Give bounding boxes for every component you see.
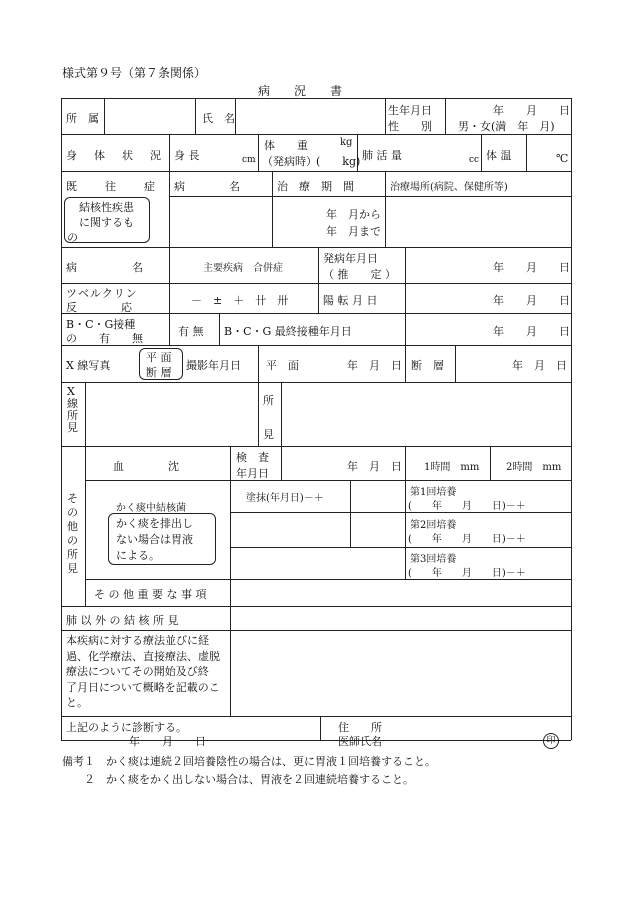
culture-3-label: 第3回培養: [410, 554, 457, 565]
onset-date-value: 年 月 日: [493, 261, 570, 274]
vital-capacity-unit: cc: [469, 155, 480, 165]
culture-1-label: 第1回培養: [410, 487, 457, 498]
other-findings-label: そ の 他 の 所 見: [67, 492, 78, 575]
positive-date-value: 年 月 日: [493, 294, 570, 307]
smear-label: 塗抹(年月日)－＋: [246, 493, 324, 504]
body-condition-label: 身 体 状 況: [66, 149, 164, 162]
xray-plane-option: 平 面: [146, 351, 172, 364]
sputum-note-line3: による。: [116, 549, 160, 562]
positive-date-label: 陽 転 月 日: [323, 294, 378, 307]
weight-onset-unit: ( kg): [316, 155, 361, 168]
sputum-title: かく痰中結核菌: [116, 503, 186, 514]
disease-label: 病 名: [66, 261, 143, 274]
history-disease-label: 病 名: [174, 180, 240, 193]
vital-capacity-label: 肺 活 量: [362, 149, 402, 162]
weight-sub-label: （発病時）: [262, 155, 317, 168]
sex-age-value: 男・女(満 年 月): [458, 120, 555, 133]
culture-1-value: ( 年 月 日)－＋: [408, 501, 526, 512]
treatment-place-label: 治療場所(病院、保健所等): [390, 182, 508, 193]
onset-date-label: 発病年月日: [323, 252, 378, 265]
onset-estimate-label: （ 推 定 ）: [323, 268, 396, 281]
form-number: 様式第９号（第７条関係）: [62, 66, 207, 80]
tuberculin-scale: － ± ＋ 卄 卅: [191, 294, 289, 307]
diagnosis-date: 年 月 日: [129, 735, 206, 748]
diagnosis-statement: 上記のように診断する。: [66, 721, 187, 734]
tb-related-line3: の: [67, 231, 78, 244]
bcg-label-1: B・C・G接種: [66, 318, 136, 331]
address-label: 住 所: [338, 721, 382, 734]
tomo-label: 断 層: [411, 359, 444, 372]
tomo-date-value: 年 月 日: [512, 359, 567, 372]
plane-label: 平 面: [266, 359, 299, 372]
esr-label: 血 沈: [113, 460, 179, 473]
main-complication-label: 主要疾病 合併症: [203, 263, 283, 274]
xray-findings-label: X 線 所 見: [67, 385, 78, 434]
culture-2-label: 第2回培養: [410, 520, 457, 531]
history-period-label: 治 療 期 間: [277, 180, 354, 193]
note-1: 備考１ かく痰は連続２回培養陰性の場合は、更に胃液１回培養すること。: [62, 755, 436, 768]
esr-2-hour: 2時間 mm: [506, 462, 562, 473]
bcg-last-date-label: B・C・G 最終接種年月日: [224, 325, 352, 338]
weight-unit: kg: [340, 137, 353, 148]
period-to: 年 月まで: [326, 225, 381, 238]
findings-label-bottom: 見: [263, 428, 274, 441]
bcg-last-date-value: 年 月 日: [493, 325, 570, 338]
temperature-unit: ℃: [556, 152, 569, 165]
bcg-label-2: の 有 無: [66, 332, 143, 345]
xray-date-label: 撮影年月日: [186, 359, 241, 372]
therapy-description: 本疾病に対する療法並びに経 過、化学療法、直接療法、虚脱 療法についてその開始及び終 了月日について概略を記載のこ と。: [66, 634, 220, 709]
sputum-note-line2: ない場合は胃液: [116, 533, 193, 546]
tuberculin-label-2: 反 応: [66, 301, 132, 314]
sex-label: 性 別: [388, 120, 432, 133]
doctor-name-label: 医師氏名: [338, 735, 382, 748]
other-important-label: そ の 他 重 要 な 事 項: [94, 588, 207, 601]
findings-label-top: 所: [263, 394, 274, 407]
height-unit: cm: [242, 155, 256, 165]
weight-label: 体 重: [264, 139, 308, 152]
xray-tomo-option: 断 層: [146, 366, 172, 379]
exam-label: 検 査: [236, 451, 269, 464]
dob-label: 生年月日: [388, 104, 432, 117]
non-pulmonary-tb-label: 肺 以 外 の 結 核 所 見: [66, 614, 179, 627]
exam-date-value: 年 月 日: [347, 460, 402, 473]
bcg-yes-no: 有 無: [178, 325, 204, 338]
period-from: 年 月から: [326, 208, 381, 221]
affiliation-label: 所 属: [66, 112, 99, 125]
history-label: 既 往 症: [66, 180, 157, 193]
exam-date-label: 年月日: [236, 467, 269, 480]
dob-value: 年 月 日: [493, 104, 570, 117]
tb-related-line2: に関するも: [79, 216, 134, 229]
form-title: 病 況 書: [258, 84, 343, 98]
note-2: ２ かく痰をかく出しない場合は、胃液を２回連続培養すること。: [84, 773, 414, 786]
culture-3-value: ( 年 月 日)－＋: [408, 568, 526, 579]
temperature-label: 体 温: [486, 149, 512, 162]
esr-1-hour: 1時間 mm: [424, 462, 480, 473]
sputum-note-line1: かく痰を排出し: [116, 517, 193, 530]
plane-date-value: 年 月 日: [347, 359, 402, 372]
tb-related-line1: 結核性疾患: [79, 201, 134, 214]
culture-2-value: ( 年 月 日)－＋: [408, 534, 526, 545]
name-label: 氏 名: [202, 112, 235, 125]
height-label: 身 長: [174, 149, 200, 162]
seal-mark: 印: [543, 733, 559, 749]
tuberculin-label-1: ツベルクリン: [66, 287, 138, 300]
xray-label: X 線写真: [66, 359, 111, 372]
